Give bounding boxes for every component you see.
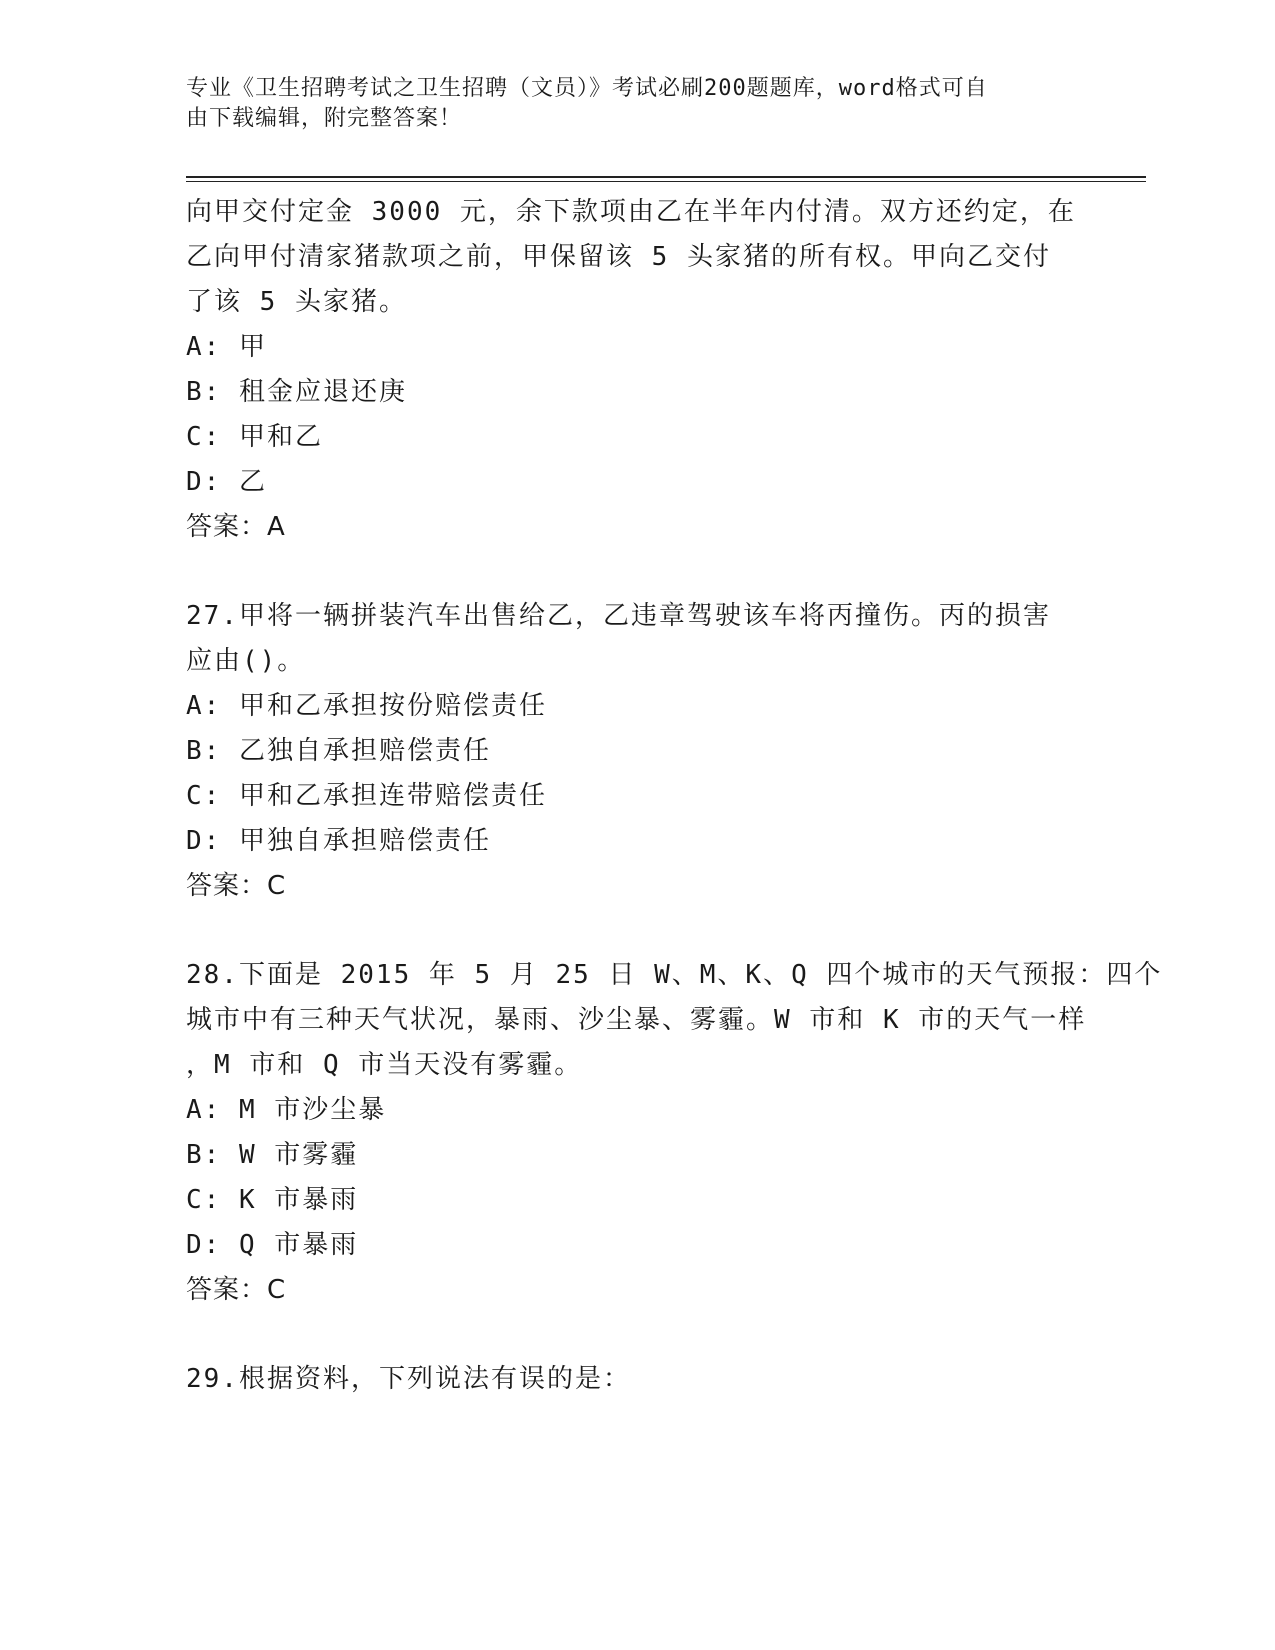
question-26 (186, 190, 1086, 550)
question-spacer (186, 550, 1086, 594)
option-a: A: M 市沙尘暴 (186, 1095, 387, 1125)
question-list (186, 190, 1163, 1402)
question-stem-line: 了该 5 头家猪。 (186, 287, 407, 317)
question-stem-line: 应由()。 (186, 646, 306, 676)
option-c: C: 甲和乙承担连带赔偿责任 (186, 781, 547, 811)
question-stem-line: 27.甲将一辆拼装汽车出售给乙，乙违章驾驶该车将丙撞伤。丙的损害 (186, 601, 1051, 631)
option-b: B: 乙独自承担赔偿责任 (186, 736, 491, 766)
question-28 (186, 953, 1163, 1313)
header-title-line-1: 专业《卫生招聘考试之卫生招聘（文员）》考试必刷200题题库，word格式可自 (186, 76, 988, 101)
option-c: C: 甲和乙 (186, 422, 323, 452)
question-27 (186, 594, 1086, 909)
question-stem-line: 向甲交付定金 3000 元，余下款项由乙在半年内付清。双方还约定，在 (186, 197, 1076, 227)
header-title-line-2: 由下载编辑，附完整答案！ (186, 106, 463, 131)
question-stem-line: 城市中有三种天气状况，暴雨、沙尘暴、雾霾。W 市和 K 市的天气一样 (186, 1005, 1087, 1035)
question-spacer (186, 909, 1086, 953)
question-spacer (186, 1313, 1086, 1357)
option-d: D: 乙 (186, 467, 267, 497)
option-d: D: Q 市暴雨 (186, 1230, 359, 1260)
document-header (186, 74, 1066, 134)
answer-line: 答案：A (186, 512, 286, 542)
option-d: D: 甲独自承担赔偿责任 (186, 826, 491, 856)
header-divider-thin (186, 181, 1146, 182)
answer-line: 答案：C (186, 871, 287, 901)
option-a: A: 甲和乙承担按份赔偿责任 (186, 691, 547, 721)
option-b: B: W 市雾霾 (186, 1140, 359, 1170)
answer-line: 答案：C (186, 1275, 287, 1305)
question-stem-line: 29.根据资料，下列说法有误的是： (186, 1364, 631, 1394)
question-stem-line: 乙向甲付清家猪款项之前，甲保留该 5 头家猪的所有权。甲向乙交付 (186, 242, 1051, 272)
option-a: A: 甲 (186, 332, 267, 362)
option-c: C: K 市暴雨 (186, 1185, 359, 1215)
question-stem-line: ，M 市和 Q 市当天没有雾霾。 (186, 1050, 583, 1080)
option-b: B: 租金应退还庚 (186, 377, 407, 407)
question-stem-line: 28.下面是 2015 年 5 月 25 日 W、M、K、Q 四个城市的天气预报：四个 (186, 960, 1163, 990)
header-divider-thick (186, 176, 1146, 178)
question-29 (186, 1357, 1086, 1402)
